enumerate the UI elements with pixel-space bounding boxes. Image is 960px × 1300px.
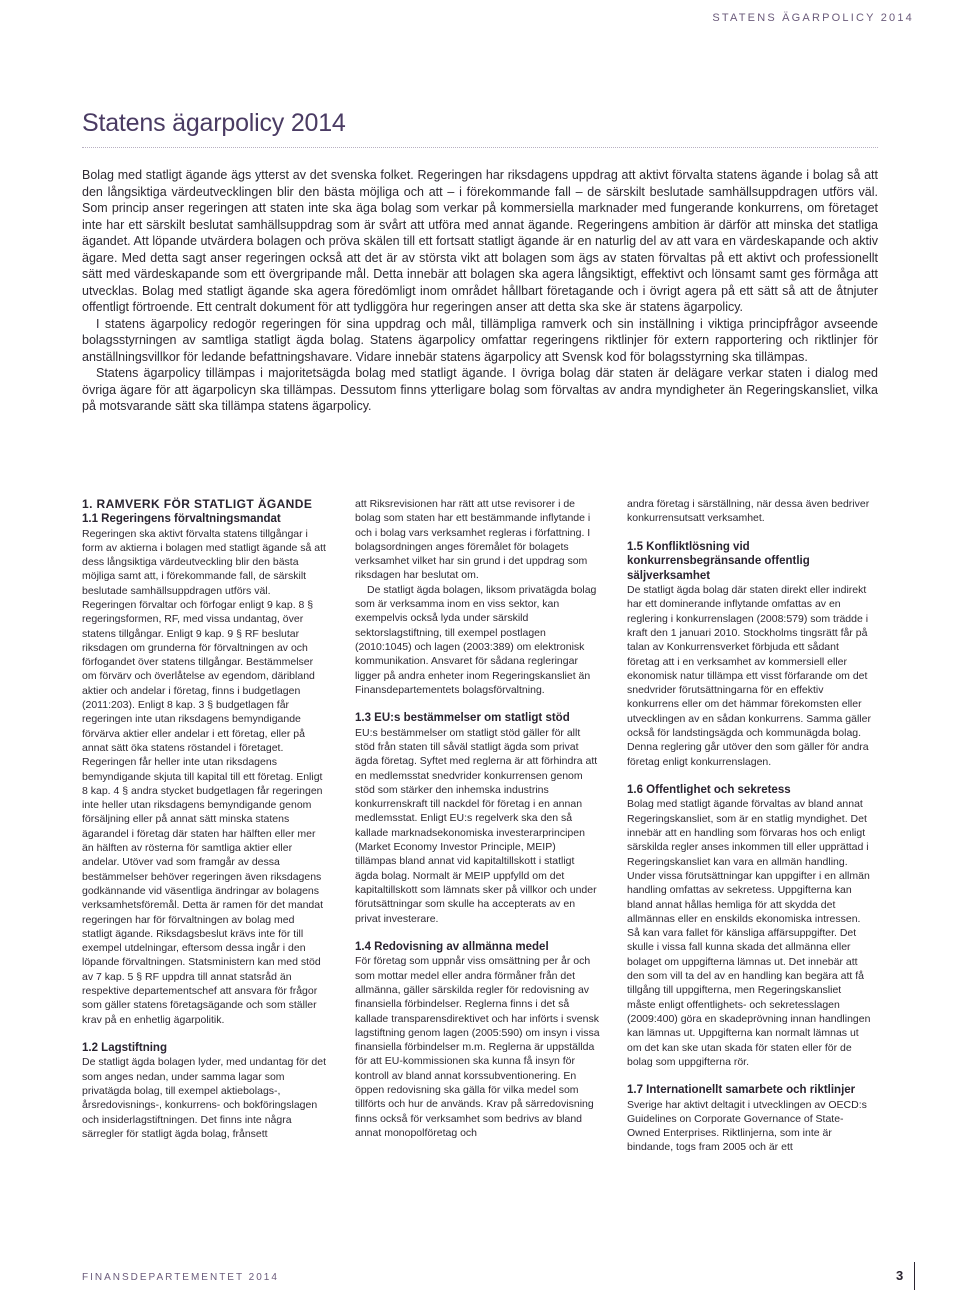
subsection-heading: 1.2 Lagstiftning	[82, 1041, 167, 1054]
body-paragraph: För företag som uppnår viss omsättning per år och som mottar medel eller andra förmåner från det allmänna, gäller särskilda regler för redovisning av finansiella förbindelser. Reglerna finns i det så kallade transparensdirektivet och har införts i svensk lagstiftning genom lagen (2005:590) om insyn i vissa finansiella förbindelser m.m. Reglerna är uppställda för att EU-kommissionen ska kunna få insyn för kontroll av bland annat korssubventionering. En öppen redovisning ska gälla för vilka medel som tillförts och hur de används. Krav på särredovisning finns också för verksamhet som bedrivs av bland annat monopolföretag och	[355, 955, 600, 1139]
running-header: STATENS ÄGARPOLICY 2014	[712, 12, 914, 24]
text-column-1	[82, 497, 327, 1141]
intro-text	[82, 167, 878, 415]
page-title: Statens ägarpolicy 2014	[82, 109, 346, 137]
subsection-heading: 1.5 Konfliktlösning vid konkurrensbegränsande offentlig säljverksamhet	[627, 540, 810, 582]
body-paragraph: Regeringen ska aktivt förvalta statens tillgångar i form av aktierna i bolagen med statligt ägande så att dess långsiktiga värdeutveckling blir den bästa möjliga samt att, i förekommande fall, de särskilt beslutade samhällsuppdragen utförs väl. Regeringen förvaltar och förfogar enligt 9 kap. 8 § regeringsformen, RF, med vissa undantag, över statens tillgångar. Enligt 9 kap. 9 § RF beslutar riksdagen om grunderna för förvaltningen av och förfogandet över statens tillgångar. Bestämmelser om förvärv och överlåtelse av egendom, däribland aktier och andelar i företag, finns i budgetlagen (2011:203). Enligt 8 kap. 3 § budgetlagen får regeringen inte utan riksdagens bemyndigande förvärva aktier eller andelar i ett företag, eller på annat sätt öka statens röstandel i företaget. Regeringen får heller inte utan riksdagens bemyndigande skjuta till kapital till ett företag. Enligt 8 kap. 4 § andra stycket budgetlagen får regeringen inte heller utan riksdagens bemyndigande genom försäljning eller på annat sätt minska statens ägarandel i företag där staten har hälften eller mer än hälften av rösterna för samtliga aktier eller andelar. Utöver vad som framgår av dessa bestämmelser behöver regeringen även riksdagens godkännande vid väsentliga ändringar av bolagens verksamhetsföremål. Detta är ramen för det mandat regeringen har för förvaltningen av bolag med statligt ägande. Riksdagsbeslut krävs inte för till exempel utdelningar, eftersom dessa ingår i den löpande förvaltningen. Statsministern kan med stöd av 7 kap. 5 § RF uppdra till annat statsråd än respektive departementschef att ansvara för frågor som gäller statens företagsägande och som ställer krav på en enhetlig ägarpolitik.	[82, 527, 326, 1026]
section-heading: 1. RAMVERK FÖR STATLIGT ÄGANDE	[82, 497, 313, 511]
body-paragraph: andra företag i särställning, när dessa även bedriver konkurrensutsatt verksamhet.	[627, 498, 870, 525]
subsection-heading: 1.3 EU:s bestämmelser om statligt stöd	[355, 712, 570, 725]
body-paragraph: Sverige har aktivt deltagit i utvecklingen av OECD:s Guidelines on Corporate Governance of State-Owned Enterprises. Riktlinjerna, som inte är bindande, togs fram 2005 och är ett	[627, 1098, 867, 1154]
subsection-heading: 1.6 Offentlighet och sekretess	[627, 783, 791, 796]
body-paragraph: Bolag med statligt ägande förvaltas av bland annat Regeringskansliet, som är en statlig myndighet. Det innebär att en handling som förvaras hos och enligt särskilda regler anses inkommen till eller upprättad i Regeringskansliet kan vara en allmän handling. Under vissa förutsättningar kan uppgifter i en allmän handling omfattas av sekretess. Uppgifterna kan bland annat hållas hemliga för att skydda det allmännas eller en enskilds ekonomiska intressen. Så kan vara fallet för känsliga affärsuppgifter. Det skulle i vissa fall kunna skada det allmänna eller bolaget om uppgifterna lämnas ut. Det innebär att den som vill ta del av en handling kan begära att få tillgång till uppgifterna, men Regeringskansliet måste enligt offentlighets- och sekretesslagen (2009:400) göra en skadeprövning innan handlingen kan lämnas ut. Uppgifterna kan normalt lämnas ut om det kan ske utan skada för staten eller för de bolag som uppgifterna rör.	[627, 798, 871, 1068]
body-paragraph: att Riksrevisionen har rätt att utse revisorer i de bolag som staten har ett bestämmande inflytande i och i bolag vars verksamhet regleras i författning. I bolagsordningen anges föremålet för bolagets verksamhet vilket har sin grund i det uppdrag som riksdagen har beslutat om.	[355, 498, 591, 582]
intro-paragraph: Statens ägarpolicy tillämpas i majoritetsägda bolag med statligt ägande. I övriga bolag där staten är delägare verkar staten i dialog med övriga ägare för att ägarpolicyn ska tillämpas. Dessutom finns ytterligare bolag som förvaltas av andra myndigheter än Regeringskansliet, vilka på motsvarande sätt ska tillämpa statens ägarpolicy.	[82, 366, 878, 413]
footer-divider	[914, 1262, 915, 1290]
body-paragraph: EU:s bestämmelser om statligt stöd gäller för allt stöd från staten till såväl statligt ägda som privat ägda företag. Syftet med reglerna är att förhindra att en medlemsstat snedvrider konkurrensen genom stöd som stärker den inhemska industrins konkurrenskraft till nackdel för företag i en annan medlemsstat. Enligt EU:s regelverk ska den så kallade marknadsekonomiska investerarprincipen (Market Economy Investor Principle, MEIP) tillämpas bland annat vid kapitaltillskott i statligt ägda bolag. Normalt är MEIP uppfylld om det kapitaltillskott som lämnats sker på villkor och under förutsättningar som skulle ha accepterats av en privat investerare.	[355, 726, 598, 925]
subsection-heading: 1.7 Internationellt samarbete och riktlinjer	[627, 1084, 856, 1097]
text-column-2	[355, 497, 600, 1140]
body-paragraph: De statligt ägda bolag där staten direkt eller indirekt har ett dominerande inflytande omfattas av en reglering i konkurrenslagen (2008:579) som trädde i kraft den 1 januari 2010. Stockholms tingsrätt får på talan av Konkurrensverket förbjuda ett sådant företag att i en verksamhet av kommersiell eller ekonomisk natur tillämpa ett visst förfarande om det snedvrider förutsättningarna för en effektiv konkurrens eller om det hämmar förekomsten eller utvecklingen av en sådan konkurrens. Samma gäller också för landstingsägda och kommunägda bolag. Denna reglering går utöver den som gäller för andra företag enligt konkurrenslagen.	[627, 584, 871, 768]
intro-paragraph: Bolag med statligt ägande ägs ytterst av det svenska folket. Regeringen har riksdagens uppdrag att aktivt förvalta statens ägande i bolag så att den långsiktiga värdeutvecklingen blir den bästa möjliga och att – i förekommande fall – de särskilt beslutade samhällsuppdragen utförs väl. Som princip anser regeringen att staten inte ska äga bolag som verkar på kommersiella marknader med fungerande konkurrens, om företaget inte har ett särskilt beslutat samhällsuppdrag som är svårt att utföra med annat ägande. Regeringens ambition är därför att minska det statliga ägandet. Att löpande utvärdera bolagen och pröva skälen till ett fortsatt statligt ägande är en naturlig del av att vara en värdeskapande och aktiv ägare. Med detta sagt anser regeringen också att det är av största vikt att bolagen som ägs av staten förvaltas på ett aktivt och professionellt sätt med värdeskapande som ett övergripande mål. Detta innebär att bolagen ska agera långsiktigt, effektivt och lönsamt samt ges förmåga att utvecklas. Bolag med statligt ägande ska agera föredömligt inom området hållbart företagande och i övrigt agera på ett sätt så att de åtnjuter offentligt förtroende. Ett centralt dokument för att tydliggöra hur regeringen anser att detta ska ske är statens ägarpolicy.	[82, 168, 878, 314]
body-paragraph: De statligt ägda bolagen, liksom privatägda bolag som är verksamma inom en viss sektor, kan exempelvis också lyda under särskild sektorslagstiftning, till exempel postlagen (2010:1045) och lagen (2003:389) om elektronisk kommunikation. Ansvaret för sådana regleringar ligger på andra enheter inom Regeringskansliet än Finansdepartementets bolagsförvaltning.	[355, 583, 597, 696]
intro-paragraph: I statens ägarpolicy redogör regeringen för sina uppdrag och mål, tillämpliga ramverk och sin inställning i viktiga principfrågor avseende bolagsstyrningen av samtliga statligt ägda bolag. Statens ägarpolicy omfattar regeringens riktlinjer för extern rapportering och riktlinjer för anställningsvillkor för ledande befattningshavare. Vidare innebär statens ägarpolicy att Svensk kod för bolagsstyrning ska tillämpas.	[82, 316, 878, 364]
title-divider	[82, 147, 878, 148]
page-number: 3	[896, 1268, 904, 1283]
text-column-3	[627, 497, 872, 1155]
subsection-heading: 1.4 Redovisning av allmänna medel	[355, 940, 549, 953]
body-paragraph: De statligt ägda bolagen lyder, med undantag för det som anges nedan, under samma lagar som privatägda bolag, till exempel aktiebolags-, årsredovisnings-, konkurrens- och bokföringslagen och insiderlagstiftningen. Det finns inte några särregler för statligt ägda bolag, frånsett	[82, 1056, 327, 1140]
subsection-heading: 1.1 Regeringens förvaltningsmandat	[82, 513, 281, 525]
footer-publisher: FINANSDEPARTEMENTET 2014	[82, 1272, 279, 1283]
